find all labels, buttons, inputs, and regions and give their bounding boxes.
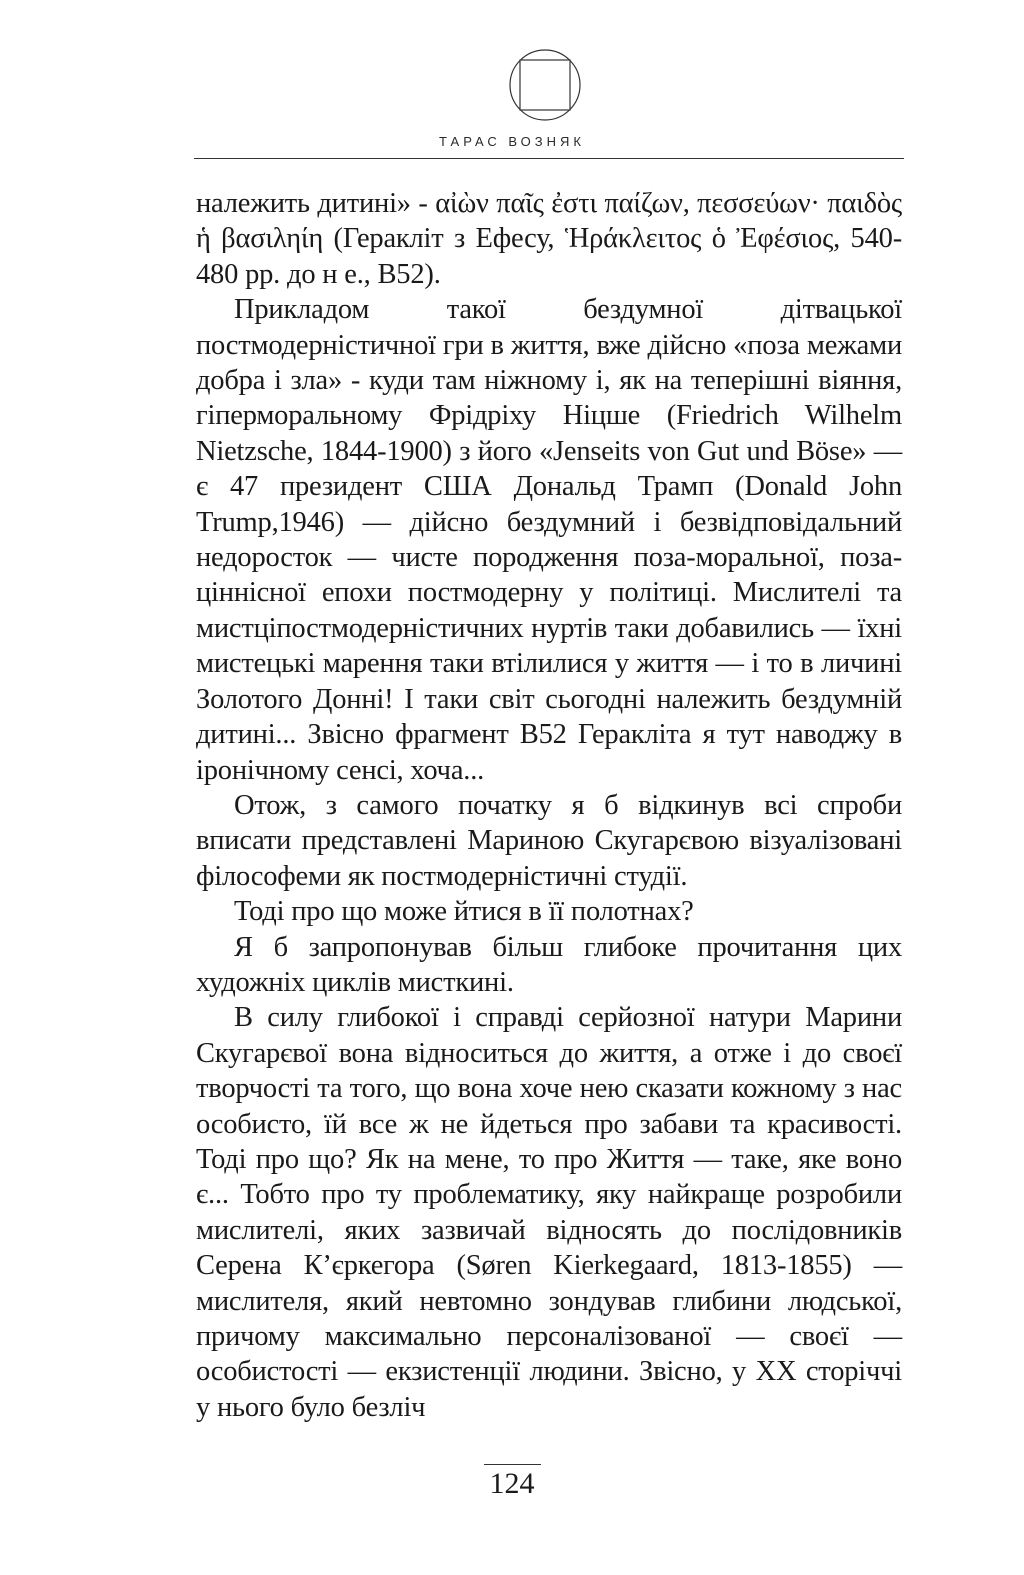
page-number [0, 1464, 1024, 1501]
circle-square-emblem-icon [508, 48, 582, 122]
paragraph: Я б запропонував більш глибоке прочитання цих художніх циклів мисткині. [196, 931, 902, 998]
paragraph: Тоді про що може йтися в її полотнах? [234, 896, 694, 928]
header-divider [194, 158, 904, 159]
body-text [196, 186, 902, 1425]
page-number-value: 124 [484, 1464, 541, 1501]
paragraph: Прикладом такої бездумної дітвацької постмодерністичної гри в життя, вже дійсно «поза межами добра і зла» - куди там ніжному і, як на теперішні віяння, гіперморальному Фрідріху Ніцше (Friedrich Wilhelm Nietzsche, 1844-1900) з його «Jenseits von Gut und Böse» — є 47 президент США Дональд Трамп (Donald John Trump,1946) — дійсно бездумний і безвідповідальний недоросток — чисте породження поза-моральної, поза-ціннісної епохи постмодерну у політиці. Мислителі та мистціпостмодерністичних нуртів таки добавились — їхні мистецькі марення таки втілилися у життя — і то в личині Золотого Донні! І таки світ сьогодні належить бездумній дитині... Звісно фрагмент B52 Геракліта я тут наводжу в іронічному сенсі, хоча... [196, 294, 902, 786]
paragraph: Отож, з самого початку я б відкинув всі спроби вписати представлені Мариною Скугарєвою візуалізовані філософеми як постмодерністичні студії. [196, 789, 902, 892]
running-head: ТАРАС ВОЗНЯК [439, 134, 585, 149]
paragraph-continuation: належить дитині» - αἰὼν παῖς ἐστι παίζων, πεσσεύων· παιδὸς ἡ βασιληίη (Геракліт з Ефесу, Ἡράκλειτος ὁ Ἐφέσιος, 540-480 рр. до н е., B52). [196, 188, 902, 290]
paragraph: В силу глибокої і справді серйозної натури Марини Скугарєвої вона відноситься до життя, а отже і до своєї творчості та того, що вона хоче нею сказати кожному з нас особисто, їй все ж не йдеться про забави та красивості. Тоді про що? Як на мене, то про Життя — таке, яке воно є... Тобто про ту проблематику, яку найкраще розробили мислителі, яких зазвичай відносять до послідовників Серена К’єркегора (Søren Kierkegaard, 1813-1855) — мислителя, який невтомно зондував глибини людської, причому максимально персоналізованої — своєї — особистості — екзистенції людини. Звісно, у ХХ сторіччі у нього було безліч [196, 1002, 902, 1423]
